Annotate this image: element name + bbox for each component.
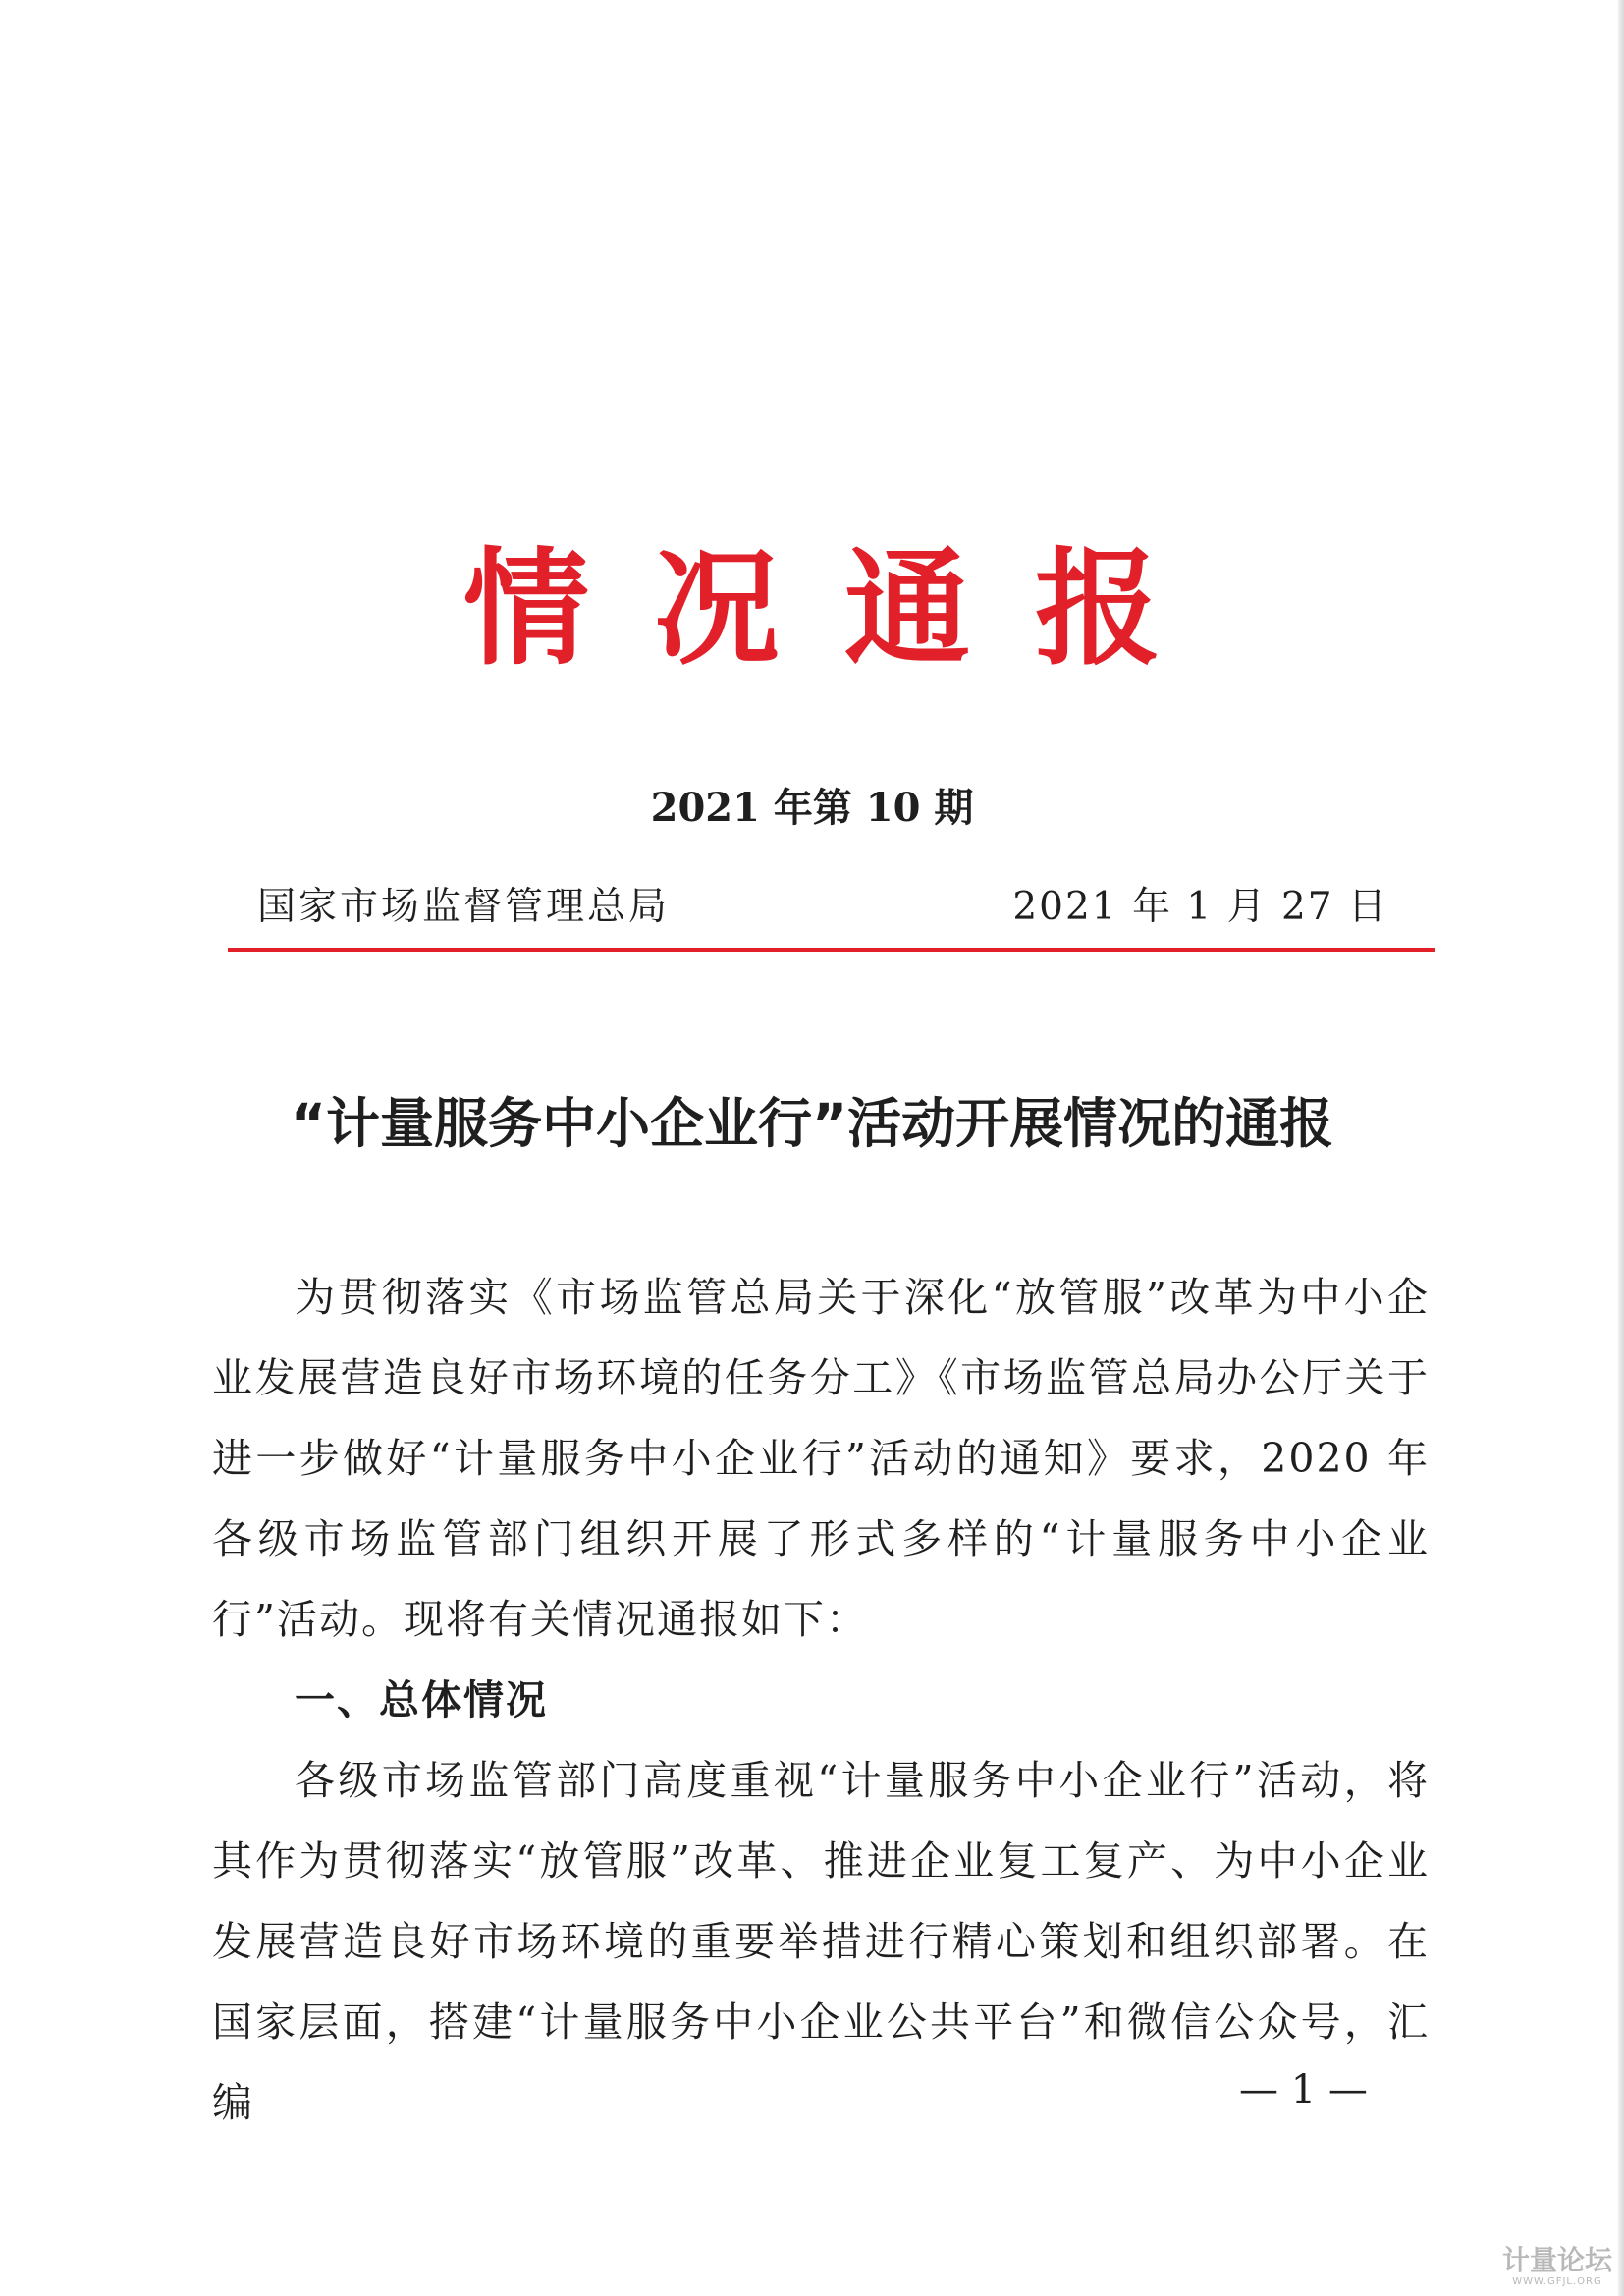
body-paragraph: 各级市场监管部门高度重视“计量服务中小企业行”活动，将其作为贯彻落实“放管服”改革、推进企业复工复产、为中小企业发展营造良好市场环境的重要举措进行精心策划和组织部署。在国家层面，搭建“计量服务中小企业公共平台”和微信公众号，汇编	[212, 1757, 1430, 2126]
issue-date: 2021 年 1 月 27 日	[1012, 885, 1388, 929]
document-body	[212, 1257, 1430, 2143]
watermark-logo-text: 计量论坛	[1502, 2244, 1613, 2276]
masthead-title: 情况通报	[462, 535, 1225, 683]
issue-number: 2021 年第 10 期	[650, 785, 974, 831]
body-paragraph: 为贯彻落实《市场监管总局关于深化“放管服”改革为中小企业发展营造良好市场环境的任务分工》《市场监管总局办公厅关于进一步做好“计量服务中小企业行”活动的通知》要求，2020 年各级市场监管部门组织开展了形式多样的“计量服务中小企业行”活动。现将有关情况通报如下：	[212, 1274, 1430, 1643]
issuing-authority: 国家市场监督管理总局	[257, 885, 671, 929]
site-watermark	[1502, 2245, 1612, 2288]
watermark-url: WWW.GFJL.ORG	[1512, 2276, 1602, 2287]
red-divider-line	[228, 948, 1435, 952]
section-heading: 一、总体情况	[295, 1676, 548, 1723]
document-title: “计量服务中小企业行”活动开展情况的通报	[290, 1092, 1334, 1155]
page-number: — 1 —	[1239, 2067, 1368, 2112]
